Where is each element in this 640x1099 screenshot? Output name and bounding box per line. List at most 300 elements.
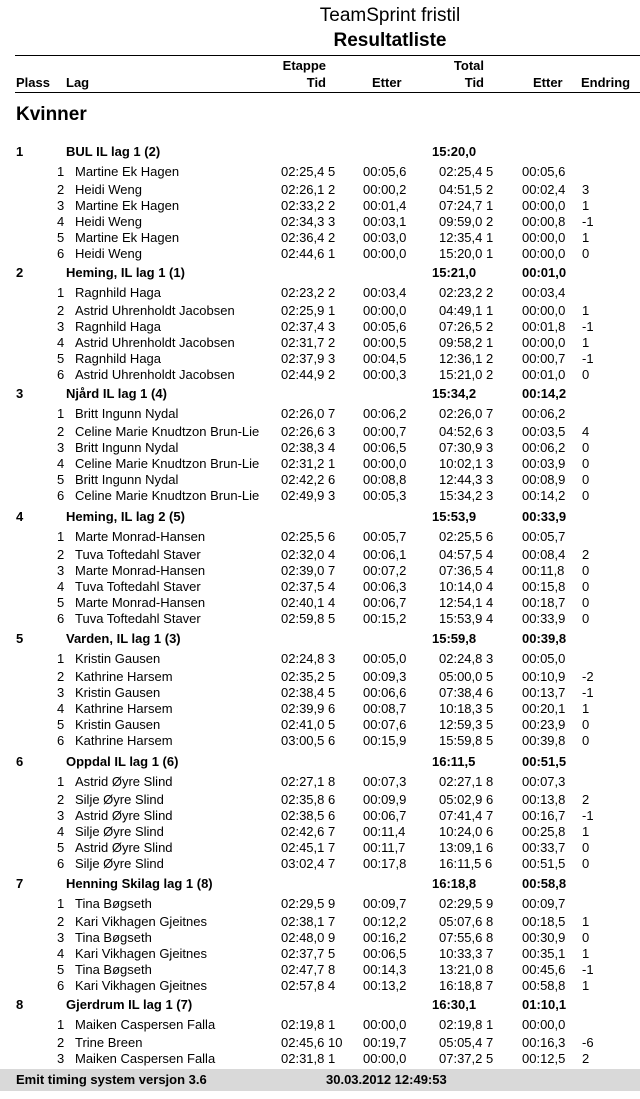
- leg-total-time: 10:24,0 6: [439, 824, 494, 839]
- leg-total-behind: 00:00,0: [522, 1017, 566, 1032]
- leg-athlete: Trine Breen: [75, 1035, 143, 1050]
- leg-change: 4: [582, 424, 590, 439]
- leg-total-behind: 00:00,0: [522, 335, 566, 350]
- leg-athlete: Britt Ingunn Nydal: [75, 406, 179, 421]
- leg-number: 1: [57, 164, 65, 179]
- leg-total-time: 07:38,4 6: [439, 685, 494, 700]
- leg-number: 3: [57, 319, 65, 334]
- leg-total-behind: 00:05,7: [522, 529, 566, 544]
- leg-athlete: Kari Vikhagen Gjeitnes: [75, 914, 208, 929]
- leg-time: 02:29,5 9: [281, 896, 336, 911]
- leg-row: [0, 962, 640, 978]
- leg-number: 4: [57, 335, 65, 350]
- leg-athlete: Celine Marie Knudtzon Brun-Lie: [75, 456, 260, 471]
- leg-time: 02:38,1 7: [281, 914, 336, 929]
- leg-total-time: 05:02,9 6: [439, 792, 494, 807]
- col-etappe-etter: Etter: [372, 75, 402, 90]
- leg-total-behind: 00:23,9: [522, 717, 566, 732]
- leg-total-behind: 00:58,8: [522, 978, 566, 993]
- leg-athlete: Ragnhild Haga: [75, 319, 162, 334]
- team-place: 3: [16, 386, 24, 401]
- leg-athlete: Kristin Gausen: [75, 651, 161, 666]
- leg-total-time: 10:14,0 4: [439, 579, 494, 594]
- leg-athlete: Britt Ingunn Nydal: [75, 440, 179, 455]
- leg-athlete: Astrid Uhrenholdt Jacobsen: [75, 367, 235, 382]
- leg-change: 1: [582, 335, 590, 350]
- leg-number: 2: [57, 914, 65, 929]
- leg-total-behind: 00:11,8: [522, 563, 565, 578]
- leg-behind: 00:06,1: [363, 547, 407, 562]
- leg-number: 2: [57, 303, 65, 318]
- leg-row: [0, 198, 640, 214]
- leg-number: 3: [57, 808, 65, 823]
- leg-total-time: 05:07,6 8: [439, 914, 494, 929]
- leg-total-time: 07:26,5 2: [439, 319, 494, 334]
- team-row: [0, 509, 640, 525]
- leg-time: 02:31,8 1: [281, 1051, 336, 1066]
- leg-athlete: Heidi Weng: [75, 214, 142, 229]
- section-heading: Kvinner: [16, 104, 87, 125]
- team-name: Njård IL lag 1 (4): [66, 386, 167, 401]
- leg-athlete: Tuva Toftedahl Staver: [75, 579, 201, 594]
- team-row: [0, 144, 640, 160]
- leg-change: 1: [582, 303, 590, 318]
- leg-total-behind: 00:16,7: [522, 808, 566, 823]
- leg-behind: 00:06,6: [363, 685, 407, 700]
- leg-total-behind: 00:10,9: [522, 669, 566, 684]
- leg-row: [0, 840, 640, 856]
- leg-number: 5: [57, 595, 65, 610]
- leg-total-time: 07:30,9 3: [439, 440, 494, 455]
- leg-time: 02:26,6 3: [281, 424, 336, 439]
- leg-athlete: Marte Monrad-Hansen: [75, 529, 206, 544]
- team-total-time: 16:11,5: [432, 754, 476, 769]
- team-place: 5: [16, 631, 24, 646]
- leg-number: 3: [57, 1051, 65, 1066]
- leg-row: [0, 214, 640, 230]
- leg-total-time: 15:59,8 5: [439, 733, 494, 748]
- leg-row: [0, 611, 640, 627]
- leg-number: 2: [57, 547, 65, 562]
- team-place: 4: [16, 509, 24, 524]
- footer-bar: [0, 1069, 640, 1091]
- leg-total-time: 07:41,4 7: [439, 808, 494, 823]
- leg-behind: 00:05,6: [363, 319, 407, 334]
- leg-number: 3: [57, 440, 65, 455]
- leg-time: 02:36,4 2: [281, 230, 336, 245]
- leg-behind: 00:09,3: [363, 669, 407, 684]
- leg-row: [0, 914, 640, 930]
- leg-athlete: Martine Ek Hagen: [75, 164, 180, 179]
- leg-total-behind: 00:18,7: [522, 595, 566, 610]
- leg-total-time: 02:25,4 5: [439, 164, 494, 179]
- leg-total-time: 12:36,1 2: [439, 351, 494, 366]
- leg-total-time: 10:33,3 7: [439, 946, 494, 961]
- leg-row: [0, 774, 640, 790]
- leg-total-time: 04:52,6 3: [439, 424, 494, 439]
- leg-change: 0: [582, 579, 590, 594]
- leg-total-behind: 00:14,2: [522, 488, 566, 503]
- leg-number: 6: [57, 246, 65, 261]
- leg-row: [0, 669, 640, 685]
- leg-change: -1: [582, 962, 594, 977]
- leg-behind: 00:00,5: [363, 335, 407, 350]
- leg-change: 3: [582, 182, 590, 197]
- leg-row: [0, 440, 640, 456]
- leg-athlete: Heidi Weng: [75, 182, 142, 197]
- leg-behind: 00:06,7: [363, 808, 407, 823]
- leg-change: 1: [582, 230, 590, 245]
- leg-total-time: 12:35,4 1: [439, 230, 494, 245]
- leg-change: 1: [582, 824, 590, 839]
- leg-total-behind: 00:13,7: [522, 685, 566, 700]
- leg-row: [0, 303, 640, 319]
- leg-row: [0, 651, 640, 667]
- leg-number: 3: [57, 563, 65, 578]
- leg-number: 2: [57, 792, 65, 807]
- leg-total-behind: 00:33,7: [522, 840, 566, 855]
- leg-row: [0, 717, 640, 733]
- leg-total-behind: 00:06,2: [522, 406, 566, 421]
- leg-time: 02:59,8 5: [281, 611, 336, 626]
- leg-time: 02:48,0 9: [281, 930, 336, 945]
- leg-behind: 00:06,5: [363, 440, 407, 455]
- leg-time: 02:25,9 1: [281, 303, 336, 318]
- leg-total-time: 02:24,8 3: [439, 651, 494, 666]
- leg-total-behind: 00:05,0: [522, 651, 566, 666]
- leg-behind: 00:00,2: [363, 182, 407, 197]
- leg-time: 02:39,0 7: [281, 563, 336, 578]
- team-row: [0, 997, 640, 1013]
- leg-behind: 00:11,4: [363, 824, 406, 839]
- col-lag: Lag: [66, 75, 90, 90]
- leg-change: 0: [582, 611, 590, 626]
- leg-change: 0: [582, 563, 590, 578]
- team-total-time: 15:21,0: [432, 265, 477, 280]
- leg-row: [0, 182, 640, 198]
- leg-athlete: Astrid Uhrenholdt Jacobsen: [75, 335, 235, 350]
- leg-total-time: 12:54,1 4: [439, 595, 494, 610]
- col-total-etter: Etter: [533, 75, 563, 90]
- leg-time: 02:31,2 1: [281, 456, 336, 471]
- leg-behind: 00:16,2: [363, 930, 407, 945]
- leg-row: [0, 685, 640, 701]
- leg-athlete: Heidi Weng: [75, 246, 142, 261]
- leg-change: -1: [582, 214, 594, 229]
- team-place: 1: [16, 144, 24, 159]
- leg-athlete: Astrid Øyre Slind: [75, 840, 173, 855]
- leg-athlete: Ragnhild Haga: [75, 285, 162, 300]
- leg-behind: 00:00,3: [363, 367, 407, 382]
- leg-total-time: 04:49,1 1: [439, 303, 494, 318]
- leg-number: 1: [57, 774, 65, 789]
- leg-total-time: 05:05,4 7: [439, 1035, 494, 1050]
- leg-total-behind: 00:16,3: [522, 1035, 566, 1050]
- team-total-time: 15:59,8: [432, 631, 477, 646]
- leg-athlete: Tuva Toftedahl Staver: [75, 611, 201, 626]
- leg-row: [0, 472, 640, 488]
- team-total-time: 16:30,1: [432, 997, 477, 1012]
- leg-total-time: 02:26,0 7: [439, 406, 494, 421]
- leg-number: 4: [57, 579, 65, 594]
- leg-time: 03:00,5 6: [281, 733, 336, 748]
- team-name: Heming, IL lag 2 (5): [66, 509, 185, 524]
- leg-change: 1: [582, 978, 590, 993]
- leg-athlete: Kathrine Harsem: [75, 733, 173, 748]
- leg-behind: 00:06,7: [363, 595, 407, 610]
- leg-behind: 00:04,5: [363, 351, 407, 366]
- leg-change: 0: [582, 246, 590, 261]
- leg-total-behind: 00:05,6: [522, 164, 566, 179]
- leg-total-behind: 00:03,9: [522, 456, 566, 471]
- leg-change: -1: [582, 685, 594, 700]
- leg-time: 02:40,1 4: [281, 595, 336, 610]
- leg-total-behind: 00:07,3: [522, 774, 566, 789]
- leg-row: [0, 579, 640, 595]
- leg-total-time: 04:57,5 4: [439, 547, 494, 562]
- header-bottom-rule: [15, 92, 640, 93]
- leg-time: 02:26,1 2: [281, 182, 336, 197]
- leg-athlete: Martine Ek Hagen: [75, 198, 180, 213]
- team-total-time: 15:34,2: [432, 386, 477, 401]
- leg-total-time: 10:02,1 3: [439, 456, 494, 471]
- leg-athlete: Silje Øyre Slind: [75, 856, 164, 871]
- leg-time: 02:33,2 2: [281, 198, 336, 213]
- leg-row: [0, 701, 640, 717]
- team-total-behind: 01:10,1: [522, 997, 567, 1012]
- leg-total-time: 13:21,0 8: [439, 962, 494, 977]
- leg-change: -1: [582, 351, 594, 366]
- team-total-time: 15:53,9: [432, 509, 477, 524]
- leg-number: 5: [57, 717, 65, 732]
- leg-athlete: Celine Marie Knudtzon Brun-Lie: [75, 488, 260, 503]
- leg-total-time: 07:55,6 8: [439, 930, 494, 945]
- leg-row: [0, 1035, 640, 1051]
- leg-row: [0, 792, 640, 808]
- leg-total-behind: 00:13,8: [522, 792, 566, 807]
- team-name: Gjerdrum IL lag 1 (7): [66, 997, 193, 1012]
- leg-total-time: 10:18,3 5: [439, 701, 494, 716]
- leg-athlete: Tuva Toftedahl Staver: [75, 547, 201, 562]
- leg-row: [0, 319, 640, 335]
- leg-behind: 00:00,0: [363, 456, 407, 471]
- leg-row: [0, 896, 640, 912]
- leg-time: 02:42,2 6: [281, 472, 336, 487]
- leg-behind: 00:14,3: [363, 962, 407, 977]
- leg-total-time: 15:53,9 4: [439, 611, 494, 626]
- leg-change: 0: [582, 456, 590, 471]
- leg-number: 6: [57, 856, 65, 871]
- leg-number: 2: [57, 1035, 65, 1050]
- leg-time: 02:57,8 4: [281, 978, 336, 993]
- leg-behind: 00:08,8: [363, 472, 407, 487]
- leg-number: 3: [57, 930, 65, 945]
- leg-athlete: Kristin Gausen: [75, 685, 161, 700]
- leg-total-behind: 00:02,4: [522, 182, 566, 197]
- team-place: 8: [16, 997, 24, 1012]
- leg-row: [0, 1017, 640, 1033]
- leg-number: 3: [57, 685, 65, 700]
- leg-behind: 00:15,9: [363, 733, 407, 748]
- leg-total-time: 09:59,0 2: [439, 214, 494, 229]
- leg-behind: 00:05,7: [363, 529, 407, 544]
- leg-behind: 00:07,6: [363, 717, 407, 732]
- leg-total-time: 15:34,2 3: [439, 488, 494, 503]
- leg-time: 02:19,8 1: [281, 1017, 336, 1032]
- leg-time: 02:32,0 4: [281, 547, 336, 562]
- leg-change: 2: [582, 792, 590, 807]
- leg-time: 02:35,2 5: [281, 669, 336, 684]
- leg-row: [0, 246, 640, 262]
- team-total-behind: 00:58,8: [522, 876, 567, 891]
- leg-behind: 00:17,8: [363, 856, 407, 871]
- leg-row: [0, 456, 640, 472]
- leg-time: 02:26,0 7: [281, 406, 336, 421]
- leg-number: 2: [57, 182, 65, 197]
- leg-row: [0, 335, 640, 351]
- leg-total-behind: 00:45,6: [522, 962, 566, 977]
- leg-total-time: 04:51,5 2: [439, 182, 494, 197]
- leg-time: 02:37,7 5: [281, 946, 336, 961]
- leg-athlete: Astrid Uhrenholdt Jacobsen: [75, 303, 235, 318]
- leg-total-time: 07:24,7 1: [439, 198, 494, 213]
- leg-number: 5: [57, 840, 65, 855]
- leg-number: 3: [57, 198, 65, 213]
- leg-change: -2: [582, 669, 594, 684]
- leg-number: 4: [57, 456, 65, 471]
- leg-time: 02:35,8 6: [281, 792, 336, 807]
- leg-total-behind: 00:00,0: [522, 230, 566, 245]
- col-total: Total: [453, 58, 484, 73]
- leg-number: 5: [57, 351, 65, 366]
- leg-athlete: Tina Bøgseth: [75, 896, 152, 911]
- leg-time: 02:42,6 7: [281, 824, 336, 839]
- leg-time: 02:25,5 6: [281, 529, 336, 544]
- leg-number: 4: [57, 824, 65, 839]
- leg-time: 02:34,3 3: [281, 214, 336, 229]
- footer-datetime: 30.03.2012 12:49:53: [326, 1072, 447, 1087]
- leg-number: 6: [57, 488, 65, 503]
- leg-number: 5: [57, 230, 65, 245]
- team-place: 7: [16, 876, 24, 891]
- leg-number: 1: [57, 406, 65, 421]
- col-total-tid: Tid: [464, 75, 484, 90]
- leg-athlete: Silje Øyre Slind: [75, 792, 164, 807]
- team-name: Oppdal IL lag 1 (6): [66, 754, 179, 769]
- leg-time: 02:23,2 2: [281, 285, 336, 300]
- leg-row: [0, 285, 640, 301]
- report-title: TeamSprint fristil: [319, 5, 461, 26]
- leg-time: 02:37,5 4: [281, 579, 336, 594]
- team-row: [0, 631, 640, 647]
- leg-total-time: 07:37,2 5: [439, 1051, 494, 1066]
- leg-number: 1: [57, 529, 65, 544]
- leg-time: 02:37,4 3: [281, 319, 336, 334]
- leg-change: 1: [582, 198, 590, 213]
- leg-change: -6: [582, 1035, 594, 1050]
- leg-number: 5: [57, 472, 65, 487]
- leg-row: [0, 946, 640, 962]
- leg-number: 4: [57, 946, 65, 961]
- leg-number: 6: [57, 367, 65, 382]
- leg-total-time: 15:21,0 2: [439, 367, 494, 382]
- leg-behind: 00:00,0: [363, 1051, 407, 1066]
- leg-athlete: Maiken Caspersen Falla: [75, 1017, 216, 1032]
- leg-change: 0: [582, 717, 590, 732]
- leg-number: 6: [57, 978, 65, 993]
- leg-number: 6: [57, 733, 65, 748]
- leg-row: [0, 406, 640, 422]
- team-row: [0, 754, 640, 770]
- leg-change: 0: [582, 488, 590, 503]
- leg-total-time: 12:59,3 5: [439, 717, 494, 732]
- leg-total-behind: 00:15,8: [522, 579, 566, 594]
- leg-time: 02:38,4 5: [281, 685, 336, 700]
- leg-total-behind: 00:00,0: [522, 246, 566, 261]
- leg-time: 02:41,0 5: [281, 717, 336, 732]
- team-total-behind: 00:51,5: [522, 754, 567, 769]
- col-endring: Endring: [581, 75, 631, 90]
- leg-athlete: Marte Monrad-Hansen: [75, 563, 206, 578]
- leg-row: [0, 424, 640, 440]
- leg-number: 5: [57, 962, 65, 977]
- leg-row: [0, 856, 640, 872]
- leg-total-behind: 00:12,5: [522, 1051, 566, 1066]
- leg-row: [0, 351, 640, 367]
- leg-change: -1: [582, 808, 594, 823]
- leg-number: 1: [57, 651, 65, 666]
- footer-system: Emit timing system versjon 3.6: [16, 1072, 207, 1087]
- leg-total-behind: 00:25,8: [522, 824, 566, 839]
- leg-behind: 00:12,2: [363, 914, 407, 929]
- leg-total-behind: 00:01,0: [522, 367, 566, 382]
- leg-behind: 00:00,0: [363, 303, 407, 318]
- leg-change: 0: [582, 840, 590, 855]
- team-name: BUL IL lag 1 (2): [66, 144, 161, 159]
- leg-change: 2: [582, 1051, 590, 1066]
- leg-total-behind: 00:06,2: [522, 440, 566, 455]
- header-top-rule: [15, 55, 640, 56]
- leg-change: 0: [582, 595, 590, 610]
- leg-athlete: Kari Vikhagen Gjeitnes: [75, 978, 208, 993]
- leg-number: 1: [57, 896, 65, 911]
- leg-athlete: Kristin Gausen: [75, 717, 161, 732]
- leg-number: 4: [57, 214, 65, 229]
- leg-time: 02:49,9 3: [281, 488, 336, 503]
- team-total-behind: 00:14,2: [522, 386, 567, 401]
- team-place: 2: [16, 265, 24, 280]
- leg-total-time: 02:27,1 8: [439, 774, 494, 789]
- leg-total-behind: 00:03,4: [522, 285, 566, 300]
- leg-row: [0, 595, 640, 611]
- leg-change: 1: [582, 701, 590, 716]
- leg-time: 02:27,1 8: [281, 774, 336, 789]
- leg-athlete: Silje Øyre Slind: [75, 824, 164, 839]
- leg-behind: 00:11,7: [363, 840, 406, 855]
- leg-behind: 00:00,0: [363, 246, 407, 261]
- leg-total-behind: 00:03,5: [522, 424, 566, 439]
- leg-time: 02:44,9 2: [281, 367, 336, 382]
- leg-total-behind: 00:08,4: [522, 547, 566, 562]
- leg-total-behind: 00:00,7: [522, 351, 566, 366]
- leg-behind: 00:06,2: [363, 406, 407, 421]
- leg-total-behind: 00:00,0: [522, 198, 566, 213]
- team-total-behind: 00:39,8: [522, 631, 567, 646]
- leg-row: [0, 547, 640, 563]
- leg-number: 2: [57, 669, 65, 684]
- leg-change: 0: [582, 733, 590, 748]
- leg-row: [0, 930, 640, 946]
